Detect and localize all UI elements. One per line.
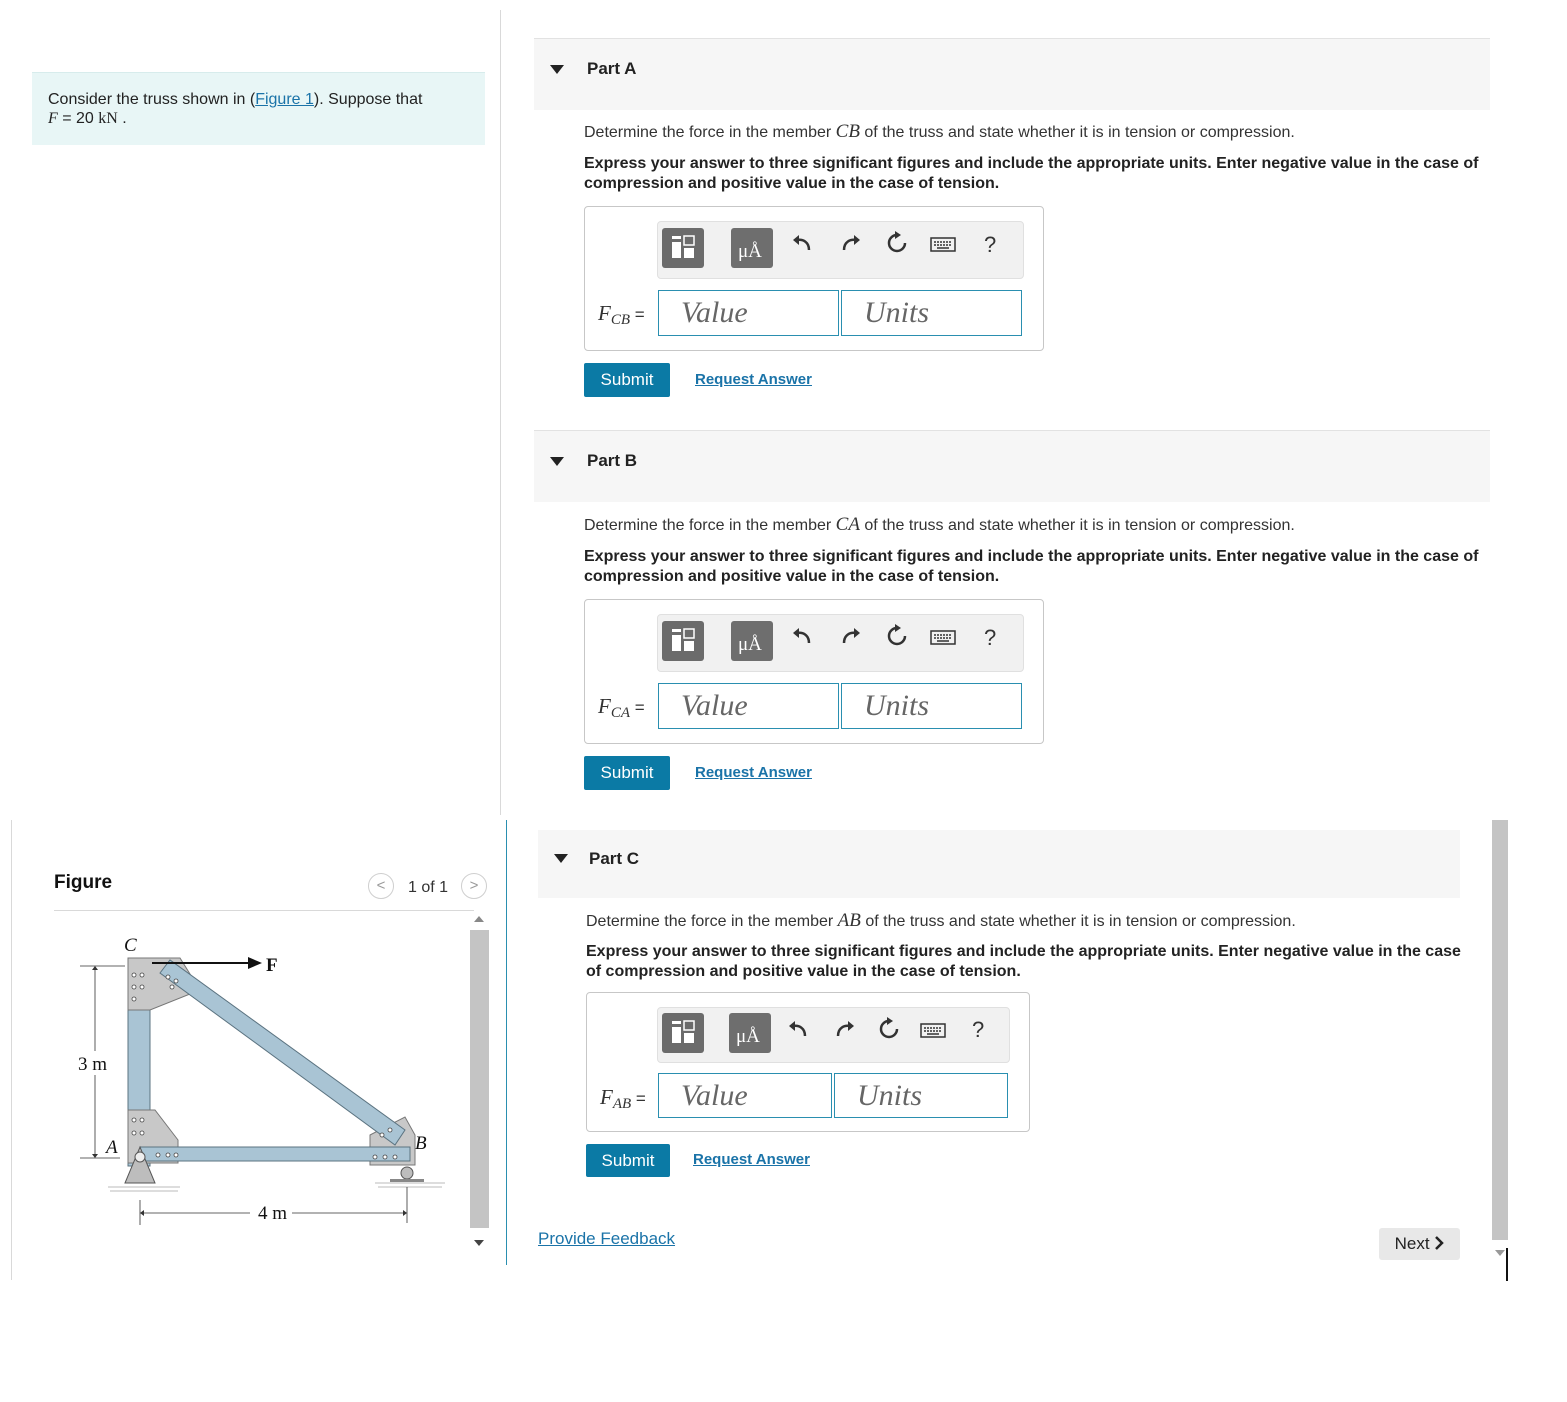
panel-edge: [506, 820, 507, 1265]
question-text: Determine the force in the member CB of the truss and state whether it is in tension or compression.: [584, 121, 1295, 142]
part-title: Part B: [587, 451, 638, 470]
keyboard-icon[interactable]: [930, 230, 956, 256]
chevron-right-icon: [1434, 1236, 1444, 1250]
next-button[interactable]: [1379, 1228, 1460, 1260]
units-input[interactable]: Units: [834, 1073, 1008, 1118]
text-cursor: [1506, 1248, 1508, 1281]
value-input[interactable]: Value: [658, 290, 839, 336]
reset-icon[interactable]: [884, 623, 910, 649]
label-b: B: [415, 1133, 427, 1154]
provide-feedback-link[interactable]: Provide Feedback: [538, 1229, 676, 1248]
member-cb: [160, 960, 405, 1145]
redo-icon[interactable]: [838, 623, 864, 649]
column-divider: [500, 10, 501, 815]
label-a: A: [106, 1137, 118, 1158]
figure-panel-border: [11, 820, 12, 1280]
intro-text-end: ). Suppose that: [313, 91, 423, 108]
submit-button[interactable]: Submit: [586, 1144, 670, 1177]
units-input[interactable]: Units: [841, 290, 1022, 336]
templates-button[interactable]: [662, 228, 704, 268]
ground-left: [108, 1187, 180, 1191]
dim-horizontal-label: 4 m: [258, 1203, 288, 1224]
part-title: Part A: [587, 59, 637, 78]
figure-pager: 1 of 1: [408, 879, 449, 896]
ground-right: [375, 1183, 445, 1187]
units-button[interactable]: [731, 228, 773, 268]
figure-link[interactable]: Figure 1: [255, 91, 314, 108]
math-toolbar: [657, 1007, 1010, 1063]
figure-divider: [54, 910, 474, 911]
submit-button[interactable]: Submit: [584, 363, 670, 397]
units-button[interactable]: [731, 621, 773, 661]
math-toolbar: [657, 221, 1024, 279]
collapse-triangle-icon[interactable]: [550, 65, 564, 74]
page-scrollbar-thumb[interactable]: [1492, 820, 1508, 1240]
scroll-down-arrow-icon[interactable]: [474, 1240, 484, 1246]
units-button[interactable]: [729, 1013, 771, 1053]
problem-statement: [32, 72, 485, 145]
prev-figure-button[interactable]: <: [368, 873, 394, 899]
undo-icon[interactable]: [785, 1016, 811, 1042]
support-b-roller: [401, 1167, 413, 1179]
help-icon[interactable]: ?: [972, 1017, 985, 1042]
units-input[interactable]: Units: [841, 683, 1022, 729]
help-icon[interactable]: ?: [984, 232, 997, 257]
member-name: AB: [837, 910, 861, 931]
given-equals: = 20: [57, 110, 99, 127]
part-b-header[interactable]: [534, 430, 1490, 502]
submit-button[interactable]: Submit: [584, 756, 670, 790]
templates-button[interactable]: [662, 621, 704, 661]
figure-title: Figure: [54, 872, 113, 893]
instructions: Express your answer to three significant figures and include the appropriate units. Enter negative value in the case of compression and positive value in the case of tension.: [586, 943, 1461, 980]
value-input[interactable]: Value: [658, 1073, 832, 1118]
intro-text: Consider the truss shown in (: [48, 91, 256, 108]
templates-icon: [662, 1013, 704, 1053]
answer-box: [584, 599, 1044, 744]
member-ab: [140, 1147, 410, 1161]
keyboard-icon[interactable]: [930, 623, 956, 649]
member-name: CB: [835, 121, 860, 142]
figure-scrollbar-thumb[interactable]: [470, 930, 489, 1228]
given-unit: kN: [98, 110, 118, 127]
answer-box: [584, 206, 1044, 351]
reset-icon[interactable]: [884, 230, 910, 256]
part-a-header[interactable]: [534, 38, 1490, 110]
collapse-triangle-icon[interactable]: [554, 854, 568, 863]
page-scroll-down-arrow-icon[interactable]: [1495, 1250, 1505, 1256]
templates-button[interactable]: [662, 1013, 704, 1053]
units-glyph: μÅ: [738, 634, 762, 655]
request-answer-link[interactable]: Request Answer: [695, 371, 812, 388]
question-text: Determine the force in the member AB of the truss and state whether it is in tension or compression.: [586, 910, 1296, 931]
truss-figure: [70, 925, 465, 1235]
next-figure-button[interactable]: >: [461, 873, 487, 899]
value-input[interactable]: Value: [658, 683, 839, 729]
redo-icon[interactable]: [838, 230, 864, 256]
member-name: CA: [835, 514, 860, 535]
force-arrowhead-icon: [248, 957, 262, 969]
answer-label: $F_{CB}$ =: [598, 301, 645, 328]
collapse-triangle-icon[interactable]: [550, 457, 564, 466]
undo-icon[interactable]: [789, 230, 815, 256]
answer-box: [586, 992, 1030, 1132]
units-glyph: μÅ: [738, 241, 762, 262]
answer-label: $F_{CA}$ =: [598, 694, 645, 721]
given-variable: F: [48, 110, 58, 127]
undo-icon[interactable]: [789, 623, 815, 649]
dim-vertical-label: 3 m: [78, 1054, 108, 1075]
request-answer-link[interactable]: Request Answer: [693, 1151, 810, 1168]
label-c: C: [124, 935, 137, 956]
part-title: Part C: [589, 849, 640, 868]
templates-icon: [662, 621, 704, 661]
next-label: Next: [1394, 1234, 1430, 1253]
units-glyph: μÅ: [736, 1026, 760, 1047]
given-end: .: [117, 110, 127, 127]
reset-icon[interactable]: [876, 1016, 902, 1042]
request-answer-link[interactable]: Request Answer: [695, 764, 812, 781]
redo-icon[interactable]: [832, 1016, 858, 1042]
help-icon[interactable]: ?: [984, 625, 997, 650]
scroll-up-arrow-icon[interactable]: [474, 916, 484, 922]
keyboard-icon[interactable]: [920, 1016, 946, 1042]
instructions: Express your answer to three significant figures and include the appropriate units. Enter negative value in the case of compression and positive value in the case of tension.: [584, 548, 1479, 585]
answer-label: $F_{AB}$ =: [600, 1085, 646, 1112]
instructions: Express your answer to three significant figures and include the appropriate units. Enter negative value in the case of compression and positive value in the case of tension.: [584, 155, 1479, 192]
part-c-header[interactable]: [538, 830, 1460, 898]
templates-icon: [662, 228, 704, 268]
question-text: Determine the force in the member CA of the truss and state whether it is in tension or compression.: [584, 514, 1295, 535]
label-f: F: [266, 955, 278, 976]
math-toolbar: [657, 614, 1024, 672]
